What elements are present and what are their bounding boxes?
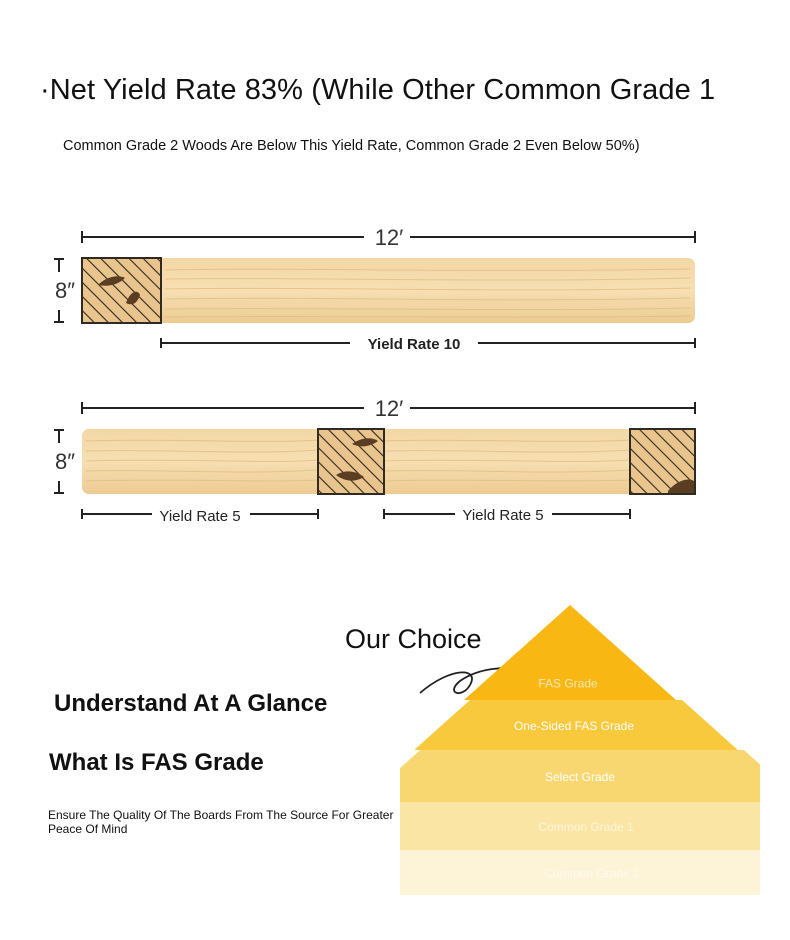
what-is-fas-heading: What Is FAS Grade (49, 749, 264, 776)
bottom-width-label: 8″ (54, 449, 76, 474)
understand-heading: Understand At A Glance (54, 690, 328, 717)
bottom-defect-box-middle (318, 429, 384, 494)
pyramid-level-label-2: One-Sided FAS Grade (513, 719, 635, 733)
pyramid-level-label-5: Common Grade 2 (544, 866, 640, 881)
top-defect-box (82, 258, 161, 323)
top-width-label: 8″ (54, 278, 76, 303)
top-board-group (54, 225, 695, 353)
subheadline: Common Grade 2 Woods Are Below This Yield Rate, Common Grade 2 Even Below 50%) (63, 138, 640, 154)
pyramid-level-label-4: Common Grade 1 (538, 820, 634, 834)
pyramid-level-label-3: Select Grade (544, 770, 616, 784)
bottom-length-label: 12′ (374, 396, 404, 421)
bottom-yield-right-label: Yield Rate 5 (462, 507, 544, 524)
grade-pyramid (400, 595, 760, 905)
pyramid-level-label-1: FAS Grade (538, 676, 598, 691)
top-board (82, 258, 695, 323)
our-choice-label: Our Choice (345, 624, 482, 654)
top-length-label: 12′ (374, 225, 404, 250)
ensure-quality-text: Ensure The Quality Of The Boards From The Source For Greater Peace Of Mind (48, 808, 394, 836)
board-yield-diagram (0, 215, 790, 535)
bottom-yield-left-label: Yield Rate 5 (159, 508, 241, 525)
top-yield-label: Yield Rate 10 (367, 336, 461, 353)
headline: ·Net Yield Rate 83% (While Other Common Grade 1 (40, 74, 716, 106)
bottom-board-group (54, 396, 695, 525)
